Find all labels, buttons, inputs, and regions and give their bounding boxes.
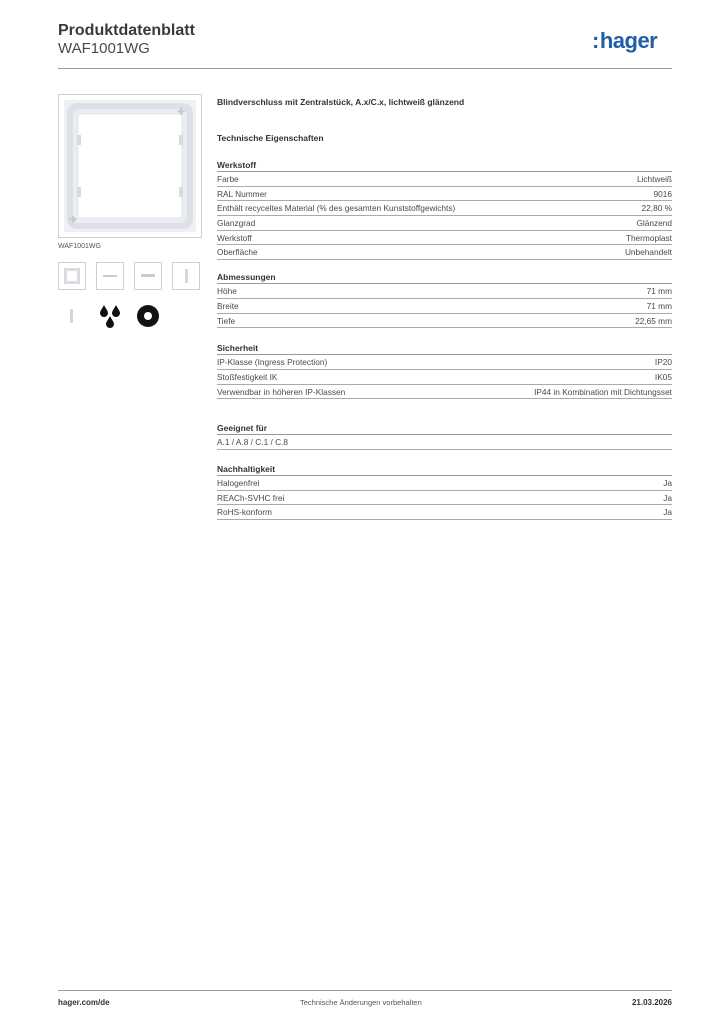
section-title: Sicherheit	[217, 341, 672, 355]
row-label: Höhe	[217, 286, 237, 297]
tech-properties-title: Technische Eigenschaften	[217, 133, 324, 143]
water-drops-icon	[96, 302, 124, 330]
product-image	[58, 94, 202, 238]
section-werkstoff	[217, 158, 672, 260]
table-row	[217, 299, 672, 314]
row-label: Breite	[217, 300, 239, 311]
section-nachhaltigkeit	[217, 462, 672, 520]
row-value: Thermoplast	[625, 232, 672, 243]
section-title: Werkstoff	[217, 158, 672, 172]
row-label: REACh-SVHC frei	[217, 492, 285, 503]
table-row	[217, 476, 672, 491]
table-row	[217, 314, 672, 329]
thumbnail-side-view-2[interactable]	[134, 262, 162, 290]
table-row	[217, 491, 672, 506]
compatibility-value: A.1 / A.8 / C.1 / C.8	[217, 435, 672, 450]
row-value: 22,80 %	[641, 203, 672, 214]
row-value: Lichtweiß	[636, 174, 672, 184]
product-description: Blindverschluss mit Zentralstück, A.x/C.x, lichtweiß glänzend	[217, 97, 465, 107]
row-value: IK05	[654, 371, 672, 382]
table-row	[217, 172, 672, 187]
front-view-icon	[59, 263, 85, 289]
table-row	[217, 216, 672, 231]
section-title: Geeignet für	[217, 421, 672, 435]
row-value: Ja	[663, 492, 672, 503]
row-value: 9016	[653, 188, 672, 199]
row-label: RoHS-konform	[217, 507, 272, 518]
thumbnail-side-view-1[interactable]	[96, 262, 124, 290]
footer-notice: Technische Änderungen vorbehalten	[300, 998, 422, 1007]
thumbnail-front-view[interactable]	[58, 262, 86, 290]
row-value: Glänzend	[636, 218, 672, 229]
row-label: Farbe	[217, 174, 239, 184]
table-row	[217, 201, 672, 216]
table-row	[217, 187, 672, 202]
section-geeignet	[217, 421, 672, 450]
row-label: Tiefe	[217, 315, 236, 326]
footer-divider	[58, 990, 672, 991]
row-label: Oberfläche	[217, 247, 258, 258]
table-row	[217, 355, 672, 370]
row-value: Ja	[663, 477, 672, 488]
row-label: Werkstoff	[217, 232, 252, 243]
row-label: Stoßfestigkeit IK	[217, 371, 278, 382]
ring-seal-icon	[134, 302, 162, 330]
spec-content	[217, 95, 672, 520]
drops-pictogram	[96, 302, 124, 330]
footer-date: 21.03.2026	[631, 998, 672, 1007]
row-value: 22,65 mm	[635, 315, 672, 326]
side-view-icon	[97, 263, 123, 289]
thumbnail-profile-view-2[interactable]	[58, 302, 86, 330]
product-code: WAF1001WG	[58, 40, 150, 57]
ring-pictogram	[134, 302, 162, 330]
table-row	[217, 245, 672, 260]
svg-text:✚: ✚	[177, 107, 186, 118]
section-sicherheit	[217, 341, 672, 399]
thumbnail-strip	[58, 262, 208, 332]
row-label: IP-Klasse (Ingress Protection)	[217, 357, 328, 368]
profile-view-icon	[173, 263, 199, 289]
section-title: Abmessungen	[217, 270, 672, 284]
row-label: Enthält recyceltes Material (% des gesamten Kunststoffgewichts)	[217, 203, 456, 214]
row-value: IP20	[654, 357, 672, 368]
product-illustration	[59, 95, 201, 237]
page-title: Produktdatenblatt	[58, 22, 195, 39]
row-value: Ja	[663, 507, 672, 518]
row-label: Halogenfrei	[217, 477, 260, 488]
row-value: 71 mm	[646, 286, 672, 297]
table-row	[217, 370, 672, 385]
table-row	[217, 231, 672, 246]
table-row	[217, 284, 672, 299]
hager-logo: :hager	[592, 28, 658, 53]
row-value: IP44 in Kombination mit Dichtungsset	[534, 386, 672, 397]
thumbnail-profile-view[interactable]	[172, 262, 200, 290]
header-divider	[58, 68, 672, 69]
row-label: RAL Nummer	[217, 188, 267, 199]
row-label: Glanzgrad	[217, 218, 256, 229]
footer-website-link[interactable]: hager.com/de	[58, 998, 110, 1007]
row-value: Unbehandelt	[624, 247, 672, 258]
table-row	[217, 505, 672, 520]
logo-text: hager	[599, 28, 658, 53]
svg-text:✚: ✚	[69, 215, 78, 226]
row-label: Verwendbar in höheren IP-Klassen	[217, 386, 346, 397]
section-abmessungen	[217, 270, 672, 328]
profile-view-2-icon	[58, 302, 86, 330]
top-view-icon	[135, 263, 161, 289]
table-row	[217, 385, 672, 400]
section-title: Nachhaltigkeit	[217, 462, 672, 476]
row-value: 71 mm	[646, 300, 672, 311]
image-caption: WAF1001WG	[58, 243, 101, 250]
